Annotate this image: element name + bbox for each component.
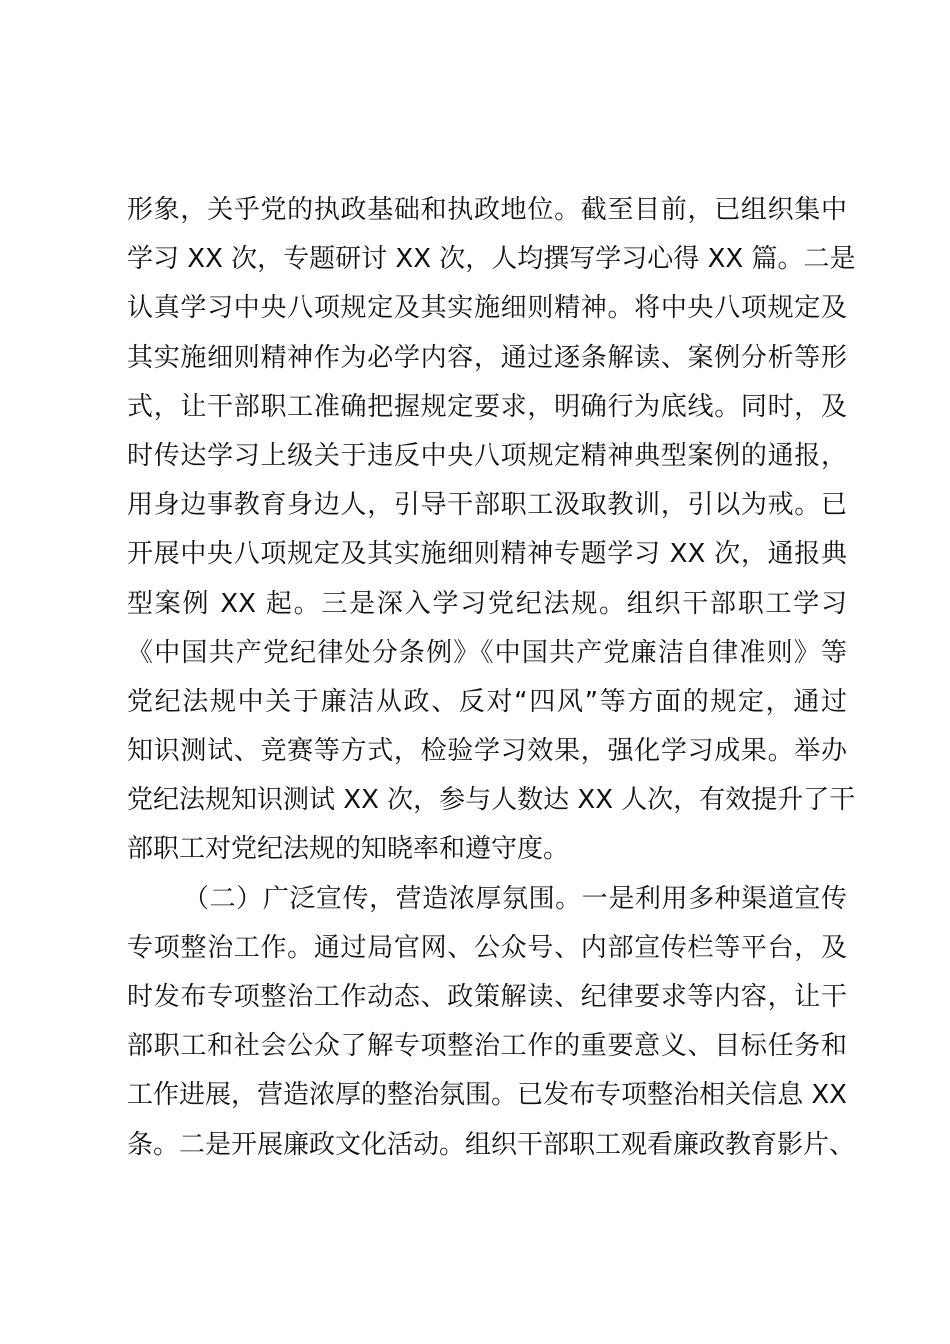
text-line: 用身边事教育身边人，引导干部职工汲取教训，引以为戒。已 <box>127 490 847 521</box>
text-line: 党纪法规知识测试 XX 次，参与人数达 XX 人次，有效提升了干 <box>127 785 856 816</box>
text-line: 专项整治工作。通过局官网、公众号、内部宣传栏等平台，及 <box>127 932 847 963</box>
text-line: 认真学习中央八项规定及其实施细则精神。将中央八项规定及 <box>127 293 847 324</box>
text-line: 部职工和社会公众了解专项整治工作的重要意义、目标任务和 <box>127 1031 847 1062</box>
text-line: 时发布专项整治工作动态、政策解读、纪律要求等内容，让干 <box>127 982 847 1012</box>
text-line: 《中国共产党纪律处分条例》《中国共产党廉洁自律准则》等 <box>127 637 847 668</box>
text-line: 时传达学习上级关于违反中央八项规定精神典型案例的通报， <box>127 440 847 471</box>
text-line: 式，让干部职工准确把握规定要求，明确行为底线。同时，及 <box>127 391 847 422</box>
text-line: 其实施细则精神作为必学内容，通过逐条解读、案例分析等形 <box>127 342 847 373</box>
document-body <box>127 186 856 1170</box>
paragraph-end-line: 部职工对党纪法规的知晓率和遵守度。 <box>127 834 570 865</box>
text-line: 知识测试、竞赛等方式，检验学习效果，强化学习成果。举办 <box>127 736 847 767</box>
text-line: 型案例 XX 起。三是深入学习党纪法规。组织干部职工学习 <box>127 588 847 619</box>
text-line: 党纪法规中关于廉洁从政、反对“四风”等方面的规定，通过 <box>127 686 847 717</box>
text-line: 学习 XX 次，专题研讨 XX 次，人均撰写学习心得 XX 篇。二是 <box>127 244 856 275</box>
text-line: 开展中央八项规定及其实施细则精神专题学习 XX 次，通报典 <box>127 539 847 570</box>
text-line: 工作进展，营造浓厚的整治氛围。已发布专项整治相关信息 XX <box>127 1080 847 1111</box>
section-heading-line: （二）广泛宣传，营造浓厚氛围。一是利用多种渠道宣传 <box>183 883 847 914</box>
text-line: 条。二是开展廉政文化活动。组织干部职工观看廉政教育影片、 <box>127 1129 856 1160</box>
text-line: 形象，关乎党的执政基础和执政地位。截至目前，已组织集中 <box>127 195 847 225</box>
